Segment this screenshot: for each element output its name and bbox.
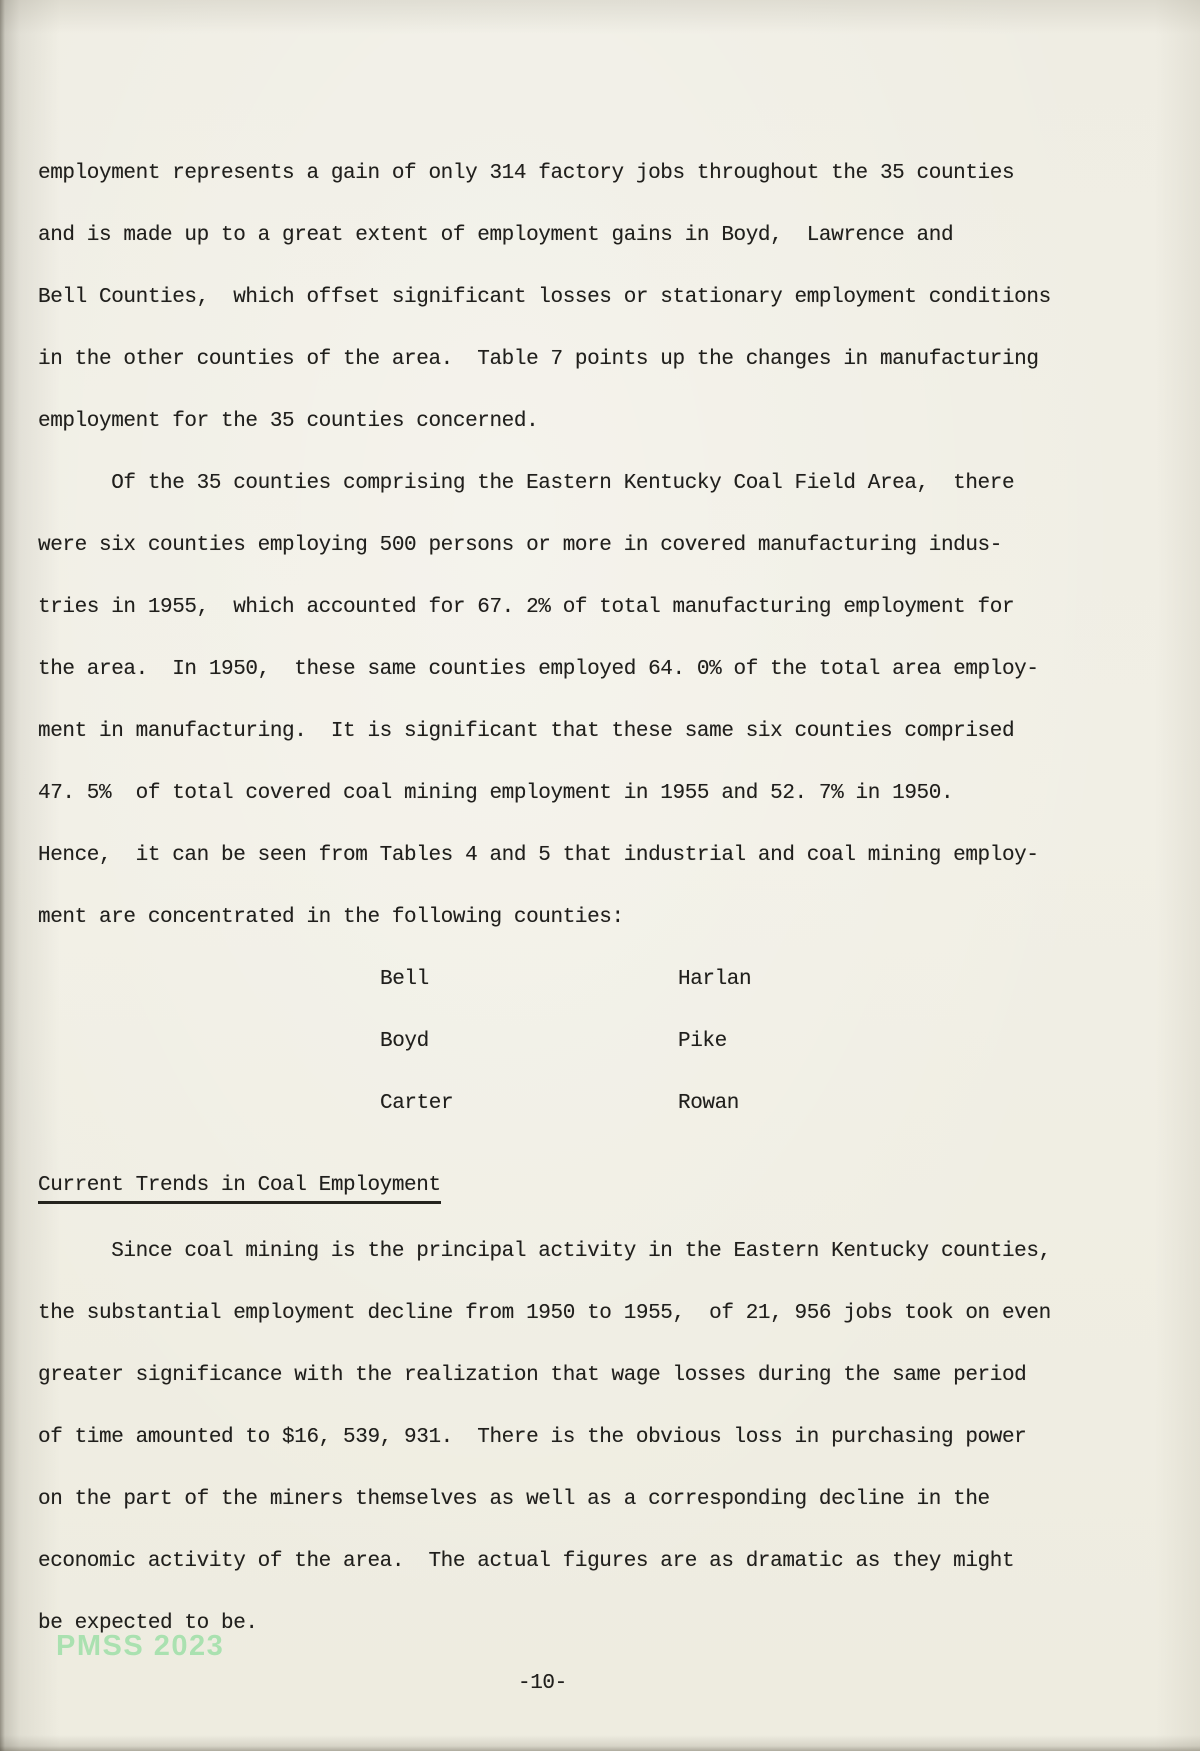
watermark: PMSS 2023	[56, 1630, 225, 1662]
body-text	[38, 142, 1180, 1654]
text-line: the area. In 1950, these same counties employed 64. 0% of the total area employ-	[38, 657, 1039, 681]
text-line: the substantial employment decline from 1950 to 1955, of 21, 956 jobs took on even	[38, 1301, 1051, 1325]
text-line: Since coal mining is the principal activity in the Eastern Kentucky counties,	[38, 1239, 1051, 1263]
section-heading-text: Current Trends in Coal Employment	[38, 1174, 441, 1204]
county-name-left: Carter	[380, 1091, 454, 1115]
text-line: on the part of the miners themselves as well as a corresponding decline in the	[38, 1487, 990, 1511]
text-line: Of the 35 counties comprising the Eastern Kentucky Coal Field Area, there	[38, 471, 1015, 495]
county-name-right: Harlan	[678, 967, 752, 991]
text-line: and is made up to a great extent of employment gains in Boyd, Lawrence and	[38, 223, 954, 247]
text-line: in the other counties of the area. Table 7 points up the changes in manufacturing	[38, 347, 1039, 371]
text-line: greater significance with the realization that wage losses during the same period	[38, 1363, 1027, 1387]
text-line: be expected to be.	[38, 1611, 258, 1635]
section-heading	[38, 1158, 1180, 1220]
text-line: employment represents a gain of only 314 factory jobs throughout the 35 counties	[38, 161, 1015, 185]
county-row	[38, 1010, 1180, 1072]
county-name-left: Bell	[380, 967, 429, 991]
text-line: tries in 1955, which accounted for 67. 2% of total manufacturing employment for	[38, 595, 1015, 619]
text-line: Bell Counties, which offset significant losses or stationary employment conditions	[38, 285, 1051, 309]
county-name-left: Boyd	[380, 1029, 429, 1053]
county-name-right: Pike	[678, 1029, 727, 1053]
county-row	[38, 948, 1180, 1010]
county-row	[38, 1072, 1180, 1134]
text-line: Hence, it can be seen from Tables 4 and 5 that industrial and coal mining employ-	[38, 843, 1039, 867]
text-line: of time amounted to $16, 539, 931. There is the obvious loss in purchasing power	[38, 1425, 1027, 1449]
page-number: -10-	[518, 1672, 567, 1695]
text-line: ment in manufacturing. It is significant that these same six counties comprised	[38, 719, 1015, 743]
text-line: 47. 5% of total covered coal mining employment in 1955 and 52. 7% in 1950.	[38, 781, 954, 805]
text-line: employment for the 35 counties concerned.	[38, 409, 539, 433]
text-line: economic activity of the area. The actual figures are as dramatic as they might	[38, 1549, 1015, 1573]
county-name-right: Rowan	[678, 1091, 740, 1115]
text-line: ment are concentrated in the following counties:	[38, 905, 624, 929]
text-line: were six counties employing 500 persons or more in covered manufacturing indus-	[38, 533, 1002, 557]
